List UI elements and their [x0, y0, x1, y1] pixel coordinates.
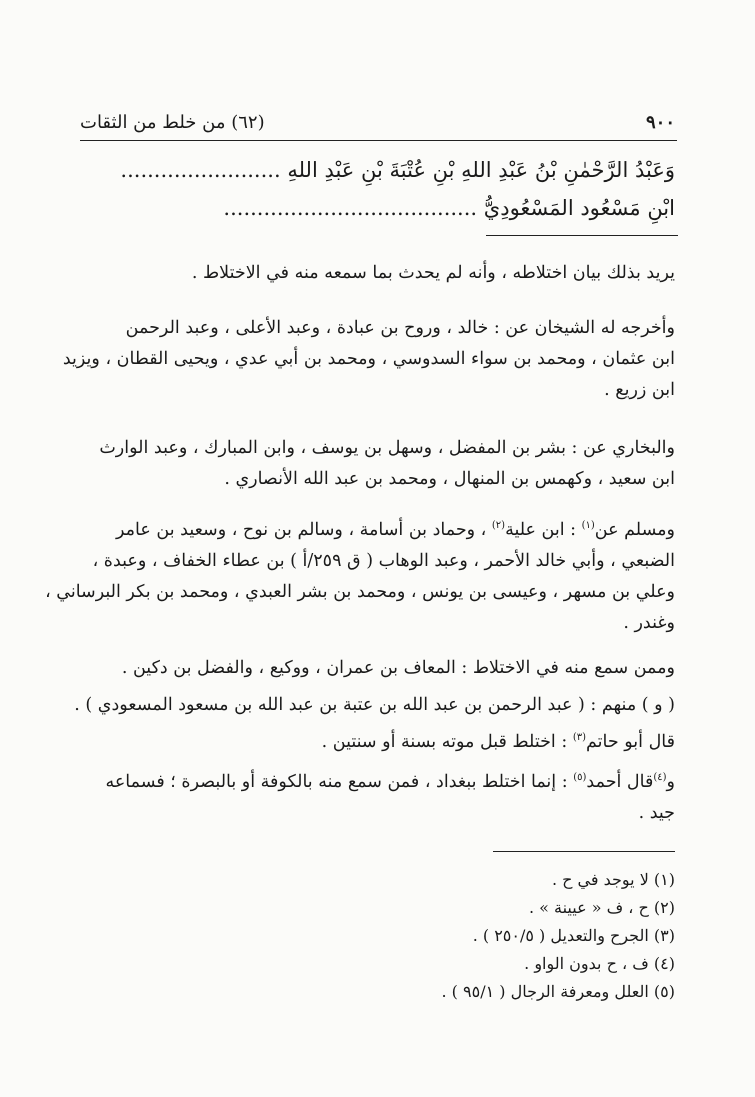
footnote-ref-5: (٥) [573, 772, 587, 784]
footnote-5: (٥) العلل ومعرفة الرجال ( ٩٥/١ ) . [441, 982, 675, 1001]
paragraph-2-line-1: وأخرجه له الشيخان عن : خالد ، وروح بن عبادة ، وعبد الأعلى ، وعبد الرحمن [125, 318, 675, 338]
paragraph-4-line-3: وعلي بن مسهر ، وعيسى بن يونس ، ومحمد بن بشر العبدي ، ومحمد بن بكر البرساني ، [45, 582, 675, 602]
paragraph-3-line-1: والبخاري عن : بشر بن المفضل ، وسهل بن يوسف ، وابن المبارك ، وعبد الوارث [99, 438, 675, 458]
paragraph-6 [74, 690, 675, 721]
footnote-ref-4: (٤) [653, 772, 667, 784]
footnotes [78, 866, 675, 1006]
paragraph-6-line-1: ( و ) منهم : ( عبد الرحمن بن عبد الله بن عتبة بن عبد الله بن مسعود المسعودي ) . [74, 695, 675, 715]
heading-line-1 [120, 158, 675, 182]
heading-text-2: ابْنِ مَسْعُود المَسْعُودِيُّ [483, 196, 675, 220]
p7-text-b: : اختلط قبل موته بسنة أو سنتين . [321, 732, 573, 752]
paragraph-2-line-2: ابن عثمان ، ومحمد بن سواء السدوسي ، ومحمد بن أبي عدي ، ويحيى القطان ، ويزيد [62, 349, 675, 369]
paragraph-3 [78, 433, 675, 495]
p4-text-c: ، وحماد بن أسامة ، وسالم بن نوح ، وسعيد بن عامر [116, 520, 492, 540]
p8-text-a: قال أحمد [586, 772, 654, 792]
paragraph-7 [78, 727, 675, 758]
paragraph-8 [78, 767, 675, 829]
paragraph-2-line-3: ابن زريع . [604, 380, 675, 400]
paragraph-4-line-2: الضبعي ، وأبي خالد الأحمر ، وعبد الوهاب ( ق ٢٥٩/أ ) بن عطاء الخفاف ، وعبدة ، [92, 551, 675, 571]
footnote-2: (٢) ح ، ف « عيينة » . [528, 898, 675, 917]
footnote-4: (٤) ف ، ح بدون الواو . [524, 954, 675, 973]
paragraph-4-line-4: وغندر . [623, 613, 675, 633]
p8-text-b: : إنما اختلط ببغداد ، فمن سمع منه بالكوفة أو بالبصرة ؛ فسماعه [105, 772, 574, 792]
paragraph-4 [45, 515, 675, 639]
paragraph-2 [62, 313, 675, 406]
footnote-1: (١) لا يوجد في ح . [551, 870, 675, 889]
page-number: ٩٠٠ [645, 112, 675, 133]
paragraph-5-line-1: وممن سمع منه في الاختلاط : المعاف بن عمران ، ووكيع ، والفضل بن دكين . [121, 658, 675, 678]
paragraph-3-line-2: ابن سعيد ، وكهمس بن المنهال ، ومحمد بن عبد الله الأنصاري . [224, 469, 675, 489]
paragraph-7-line-1 [78, 727, 675, 758]
p4-text-b: : ابن علية [505, 520, 582, 540]
paragraph-1-line-1: يريد بذلك بيان اختلاطه ، وأنه لم يحدث بما سمعه منه في الاختلاط . [191, 263, 675, 283]
footnote-divider [493, 851, 675, 852]
p8-prefix: و [666, 772, 675, 792]
footnote-ref-1: (١) [581, 520, 595, 532]
paragraph-8-line-1 [78, 767, 675, 798]
paragraph-8-line-2: جيد . [638, 803, 675, 823]
heading-text-1: وَعَبْدُ الرَّحْمٰنِ بْنُ عَبْدِ اللهِ بْنِ عُتْبَةَ بْنِ عَبْدِ اللهِ [287, 158, 675, 182]
heading-underline [486, 235, 678, 236]
footnote-ref-3: (٣) [572, 732, 587, 744]
page-header [80, 112, 677, 141]
running-title: (٦٢) من خلط من الثقات [80, 112, 265, 133]
p4-text-a: ومسلم عن [594, 520, 675, 540]
paragraph-1 [78, 258, 675, 289]
footnote-3: (٣) الجرح والتعديل ( ٢٥٠/٥ ) . [472, 926, 675, 945]
footnote-ref-2: (٢) [491, 520, 506, 532]
heading-line-2 [223, 196, 675, 220]
heading-dots-1: ........................ [120, 158, 281, 182]
paragraph-4-line-1 [78, 515, 675, 546]
heading-dots-2: ...................................... [223, 196, 478, 220]
p7-text-a: قال أبو حاتم [586, 732, 675, 752]
paragraph-5 [78, 653, 675, 684]
